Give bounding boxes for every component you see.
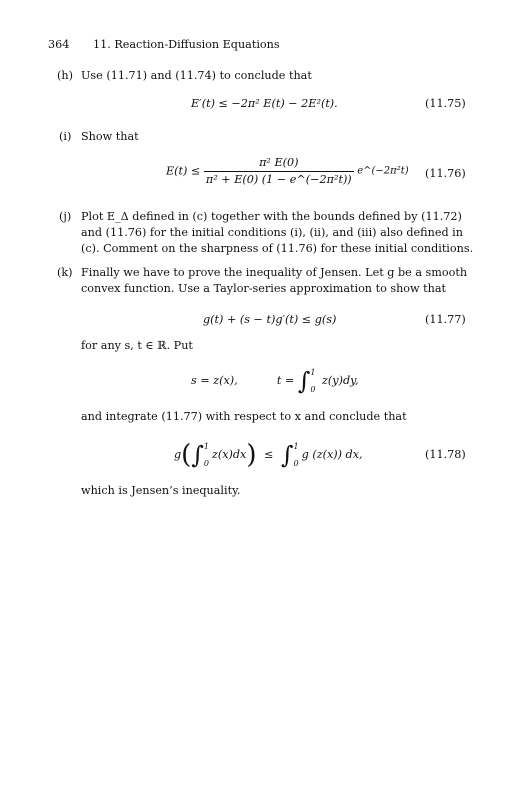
eq-t-integrand: z(y)dy,	[322, 374, 359, 387]
item-text-j-line3: (c). Comment on the sharpness of (11.76) for these initial conditions.	[81, 242, 474, 255]
item-text-i: Show that	[81, 130, 139, 143]
item-text-j-line2: and (11.76) for the initial conditions (i), (ii), and (iii) also defined in	[81, 226, 463, 239]
equation-11-75: E′(t) ≤ −2π² E(t) − 2E²(t).	[191, 97, 338, 110]
equation-number-11-78: (11.78)	[425, 448, 466, 461]
lower-limit: 0	[310, 385, 316, 394]
integral-limits	[310, 368, 315, 394]
eq-11-78-leq: ≤	[264, 448, 274, 461]
item-label-k: (k)	[57, 266, 73, 279]
item-label-h: (h)	[57, 69, 73, 82]
item-text-k-line1: Finally we have to prove the inequality of Jensen. Let g be a smooth	[81, 266, 468, 279]
upper-limit: 1	[293, 442, 299, 451]
eq-11-76-lhs: E(t) ≤	[166, 164, 201, 178]
item-text-k-line3: for any s, t ∈ ℝ. Put	[81, 339, 193, 352]
integral-sign: ∫	[191, 441, 204, 469]
equation-11-76	[166, 155, 409, 188]
integral-sign: ∫	[297, 367, 311, 395]
integral-sign: ∫	[281, 441, 294, 469]
item-text-k-line2: convex function. Use a Taylor-series approximation to show that	[81, 282, 447, 295]
eq-s-def: s = z(x),	[191, 374, 238, 387]
item-text-j-line1: Plot E_Δ defined in (c) together with the bounds defined by (11.72)	[81, 210, 462, 223]
eq-11-78-rhs: g (z(x)) dx,	[301, 448, 363, 461]
equation-number-11-75: (11.75)	[425, 97, 466, 110]
eq-11-76-numerator: π² E(0)	[259, 156, 299, 169]
eq-11-78-g: g	[174, 448, 182, 461]
page-number: 364	[48, 38, 70, 51]
equation-number-11-76: (11.76)	[425, 167, 466, 180]
chapter-title: 11. Reaction-Diffusion Equations	[93, 38, 280, 51]
eq-11-76-denominator: π² + E(0) (1 − e^(−2π²t))	[205, 173, 352, 186]
eq-11-76-fraction	[204, 155, 354, 188]
equation-11-77: g(t) + (s − t)g′(t) ≤ g(s)	[203, 313, 337, 326]
equation-11-78	[174, 442, 363, 468]
right-paren: )	[246, 440, 257, 470]
item-text-k-line5: which is Jensen’s inequality.	[81, 484, 241, 497]
lower-limit: 0	[203, 459, 209, 468]
upper-limit: 1	[310, 368, 316, 377]
equation-number-11-77: (11.77)	[425, 313, 466, 326]
left-paren: (	[181, 440, 192, 470]
upper-limit: 1	[203, 442, 209, 451]
eq-11-78-inner: z(x)dx	[211, 448, 247, 461]
integral-limits	[204, 442, 209, 468]
integral-limits	[294, 442, 299, 468]
eq-t-def: t =	[276, 374, 295, 387]
equation-substitution	[191, 368, 359, 394]
item-text-k-line4: and integrate (11.77) with respect to x and conclude that	[81, 410, 407, 423]
lower-limit: 0	[293, 459, 299, 468]
eq-11-76-exponential: e^(−2π²t)	[357, 165, 409, 177]
item-label-j: (j)	[59, 210, 72, 223]
item-label-i: (i)	[59, 130, 72, 143]
item-text-h: Use (11.71) and (11.74) to conclude that	[81, 69, 312, 82]
